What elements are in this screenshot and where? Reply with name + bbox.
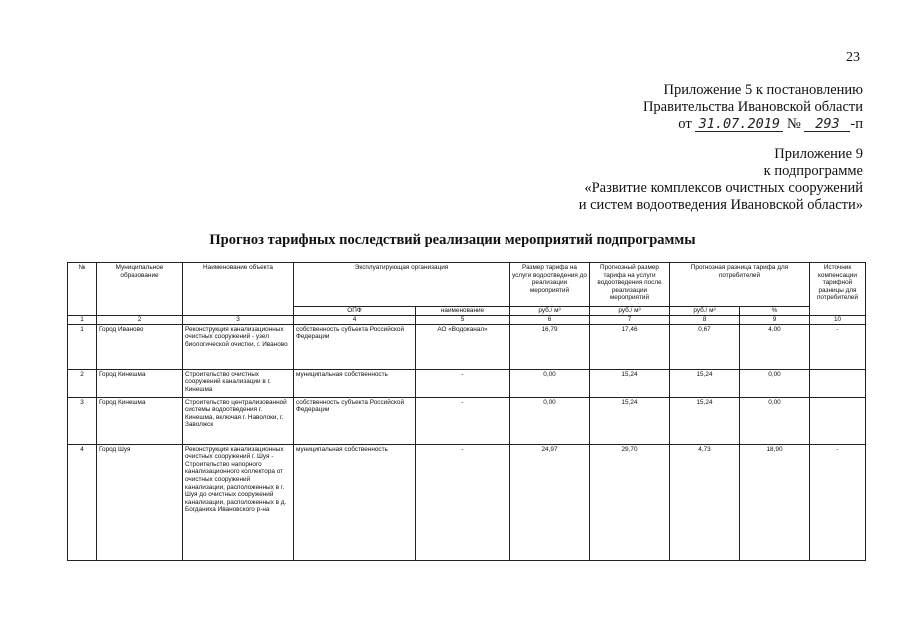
- row-org-name: АО «Водоканал»: [416, 324, 510, 369]
- row-source: -: [810, 324, 866, 369]
- row-source: [810, 397, 866, 444]
- handwritten-date: 31.07.2019: [695, 117, 783, 132]
- row-source: -: [810, 444, 866, 560]
- header-tariff-before: Размер тарифа на услуги водоотведения до реализации мероприятий: [510, 263, 590, 307]
- row-tariff-before: 16,79: [510, 324, 590, 369]
- column-index: 3: [183, 316, 294, 325]
- appendix-9-line4: и систем водоотведения Ивановской области»: [578, 197, 863, 213]
- row-diff: 15,24: [670, 397, 740, 444]
- column-index: 5: [416, 316, 510, 325]
- header-operator: Эксплуатирующая организация: [294, 263, 510, 307]
- row-source: [810, 369, 866, 397]
- row-org-name: -: [416, 397, 510, 444]
- header-object: Наименование объекта: [183, 263, 294, 316]
- row-tariff-before: 0,00: [510, 397, 590, 444]
- header-unit-diff: руб./ м³: [670, 307, 740, 316]
- row-municipality: Город Кинешма: [97, 397, 183, 444]
- header-municipality: Муниципальное образование: [97, 263, 183, 316]
- header-unit-before: руб./ м³: [510, 307, 590, 316]
- row-tariff-before: 0,00: [510, 369, 590, 397]
- page-number: 23: [846, 50, 860, 65]
- appendix-5-line2: Правительства Ивановской области: [642, 99, 863, 115]
- row-percent: 0,00: [740, 369, 810, 397]
- header-difference: Прогнозная разница тарифа для потребителей: [670, 263, 810, 307]
- column-index-row: [68, 316, 866, 325]
- row-tariff-after: 15,24: [590, 397, 670, 444]
- header-name: наименование: [416, 307, 510, 316]
- row-opf: муниципальная собственность: [294, 369, 416, 397]
- row-diff: 0,67: [670, 324, 740, 369]
- column-index: 4: [294, 316, 416, 325]
- header-tariff-after: Прогнозный размер тарифа на услуги водоотведения после реализации мероприятий: [590, 263, 670, 307]
- row-object: Строительство очистных сооружений канализации в г. Кинешма: [183, 369, 294, 397]
- row-opf: собственность субъекта Российской Федерации: [294, 324, 416, 369]
- appendix-9-line1: Приложение 9: [774, 146, 863, 162]
- table-row: [68, 444, 866, 560]
- row-tariff-after: 15,24: [590, 369, 670, 397]
- row-num: 4: [68, 444, 97, 560]
- header-source: Источник компенсации тарифной разницы для потребителей: [810, 263, 866, 316]
- table-row: [68, 397, 866, 444]
- appendix-5-block: [643, 82, 863, 133]
- header-unit-after: руб./ м³: [590, 307, 670, 316]
- handwritten-number: 293: [804, 117, 850, 132]
- row-tariff-after: 29,70: [590, 444, 670, 560]
- number-suffix: -п: [850, 116, 863, 132]
- row-municipality: Город Иваново: [97, 324, 183, 369]
- tariff-forecast-table: [67, 262, 866, 561]
- row-diff: 15,24: [670, 369, 740, 397]
- row-num: 3: [68, 397, 97, 444]
- column-index: 8: [670, 316, 740, 325]
- appendix-9-block: [579, 146, 863, 214]
- header-row: [68, 263, 866, 307]
- header-percent: %: [740, 307, 810, 316]
- appendix-5-date-line: [643, 116, 863, 133]
- row-object: Реконструкция канализационных очистных сооружений г. Шуя - Строительство напорного канализационного коллектора от очистных сооружений канализации, расположенных в г. Шуя до очистных сооружений канализации, расположенных в д. Богданиха Ивановского р-на: [183, 444, 294, 560]
- appendix-9-line3: «Развитие комплексов очистных сооружений: [584, 180, 863, 196]
- row-opf: муниципальная собственность: [294, 444, 416, 560]
- row-diff: 4,73: [670, 444, 740, 560]
- row-num: 2: [68, 369, 97, 397]
- header-opf: ОПФ: [294, 307, 416, 316]
- row-object: Строительство централизованной системы водоотведения г. Кинешма, включая г. Наволоки, г. Заволжск: [183, 397, 294, 444]
- row-municipality: Город Шуя: [97, 444, 183, 560]
- header-num: №: [68, 263, 97, 316]
- appendix-9-line2: к подпрограмме: [763, 163, 863, 179]
- row-opf: собственность субъекта Российской Федерации: [294, 397, 416, 444]
- document-title: Прогноз тарифных последствий реализации мероприятий подпрограммы: [209, 232, 696, 248]
- row-object: Реконструкция канализационных очистных сооружений - узел биологической очистки, г. Иваново: [183, 324, 294, 369]
- column-index: 1: [68, 316, 97, 325]
- column-index: 6: [510, 316, 590, 325]
- number-label: №: [786, 116, 801, 132]
- column-index: 2: [97, 316, 183, 325]
- column-index: 10: [810, 316, 866, 325]
- row-num: 1: [68, 324, 97, 369]
- column-index: 7: [590, 316, 670, 325]
- from-label: от: [678, 116, 692, 132]
- table-row: [68, 369, 866, 397]
- row-percent: 4,00: [740, 324, 810, 369]
- row-org-name: -: [416, 369, 510, 397]
- row-tariff-before: 24,97: [510, 444, 590, 560]
- table-row: [68, 324, 866, 369]
- row-org-name: -: [416, 444, 510, 560]
- appendix-5-line1: Приложение 5 к постановлению: [663, 82, 863, 98]
- column-index: 9: [740, 316, 810, 325]
- row-municipality: Город Кинешма: [97, 369, 183, 397]
- row-percent: 0,00: [740, 397, 810, 444]
- row-tariff-after: 17,46: [590, 324, 670, 369]
- row-percent: 18,90: [740, 444, 810, 560]
